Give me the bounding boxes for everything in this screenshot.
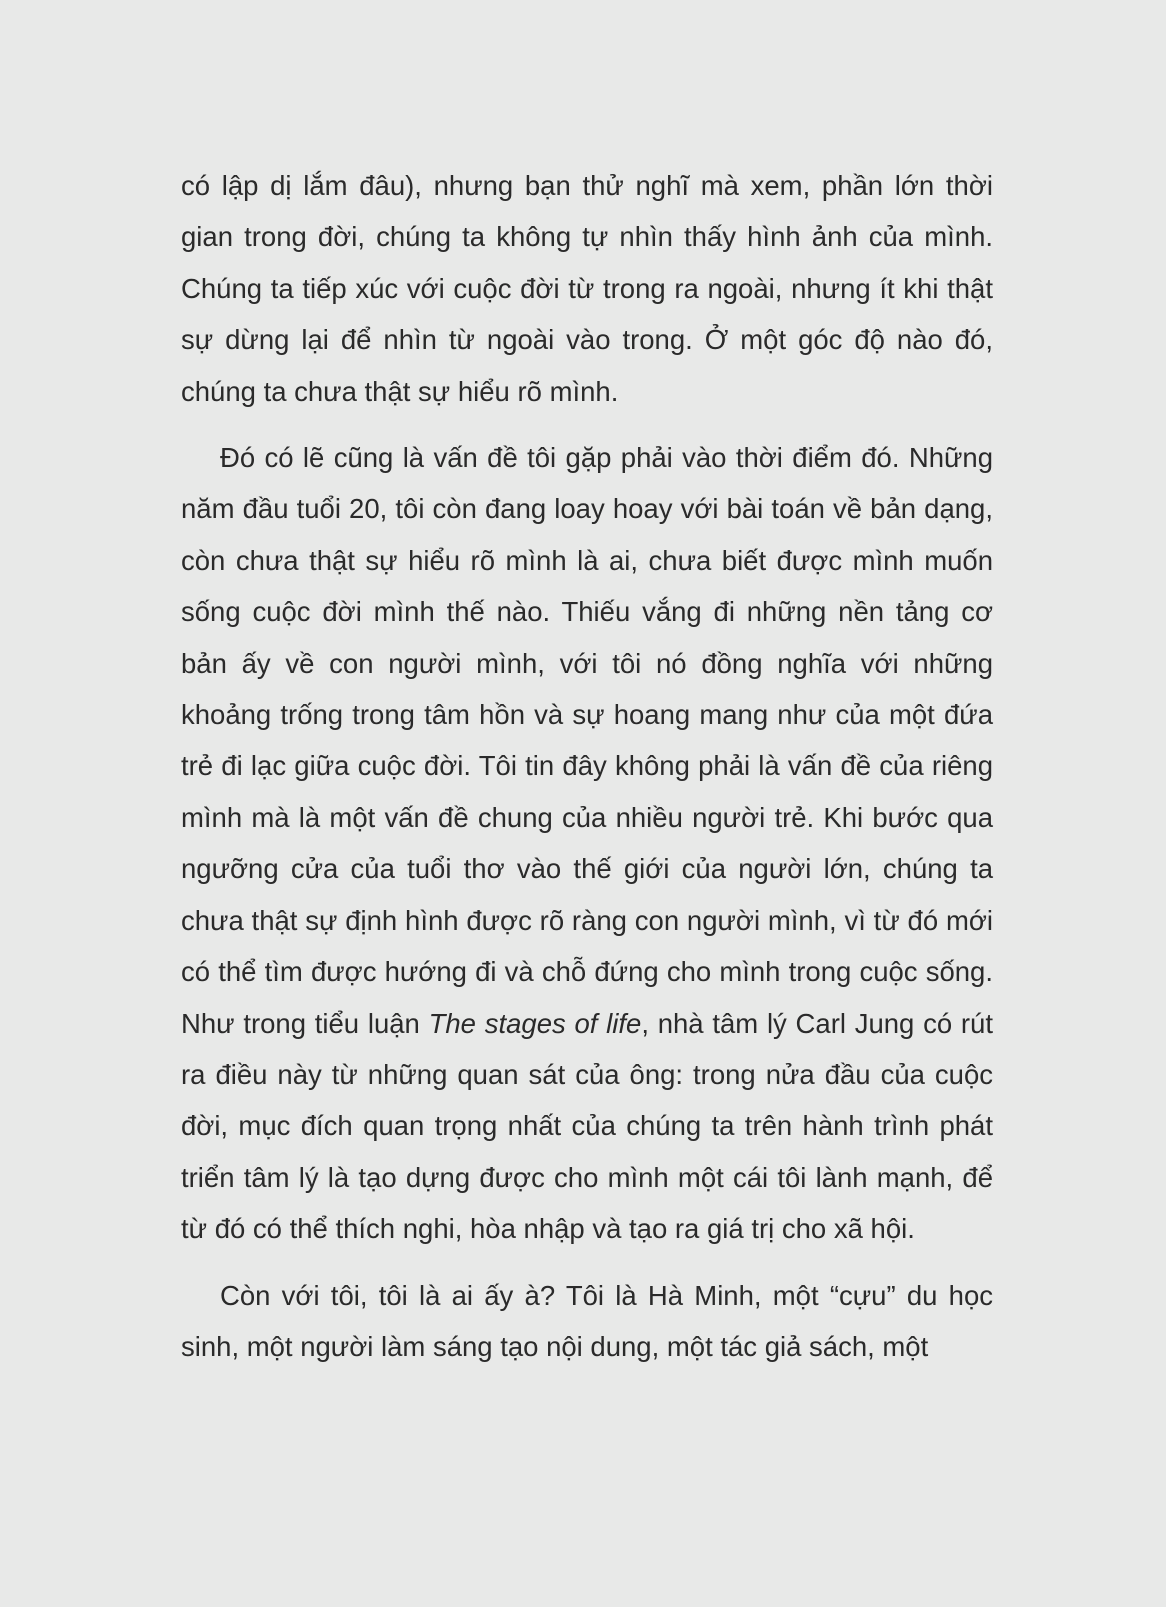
essay-title: The stages of life bbox=[428, 1007, 642, 1039]
paragraph-2-text-after: , nhà tâm lý Carl Jung có rút ra điều này từ những quan sát của ông: trong nửa đầu của cuộc đời, mục đích quan trọng nhất của chúng ta trên hành trình phát triển tâm lý là tạo dựng được cho mình một cái tôi lành mạnh, để từ đó có thể thích nghi, hòa nhập và tạo ra giá trị cho xã hội. bbox=[181, 1007, 993, 1245]
paragraph-2-text-before: Đó có lẽ cũng là vấn đề tôi gặp phải vào thời điểm đó. Những năm đầu tuổi 20, tôi còn đang loay hoay với bài toán về bản dạng, còn chưa thật sự hiểu rõ mình là ai, chưa biết được mình muốn sống cuộc đời mình thế nào. Thiếu vắng đi những nền tảng cơ bản ấy về con người mình, với tôi nó đồng nghĩa với những khoảng trống trong tâm hồn và sự hoang mang như của một đứa trẻ đi lạc giữa cuộc đời. Tôi tin đây không phải là vấn đề của riêng mình mà là một vấn đề chung của nhiều người trẻ. Khi bước qua ngưỡng cửa của tuổi thơ vào thế giới của người lớn, chúng ta chưa thật sự định hình được rõ ràng con người mình, vì từ đó mới có thể tìm được hướng đi và chỗ đứng cho mình trong cuộc sống. Như trong tiểu luận bbox=[181, 442, 993, 1039]
paragraph-3: Còn với tôi, tôi là ai ấy à? Tôi là Hà Minh, một “cựu” du học sinh, một người làm sáng tạo nội dung, một tác giả sách, một bbox=[181, 1279, 993, 1362]
paragraph-2 bbox=[181, 432, 993, 1255]
body-text bbox=[181, 160, 993, 1387]
paragraph-1: có lập dị lắm đâu), nhưng bạn thử nghĩ mà xem, phần lớn thời gian trong đời, chúng ta không tự nhìn thấy hình ảnh của mình. Chúng ta tiếp xúc với cuộc đời từ trong ra ngoài, nhưng ít khi thật sự dừng lại để nhìn từ ngoài vào trong. Ở một góc độ nào đó, chúng ta chưa thật sự hiểu rõ mình. bbox=[181, 170, 993, 407]
